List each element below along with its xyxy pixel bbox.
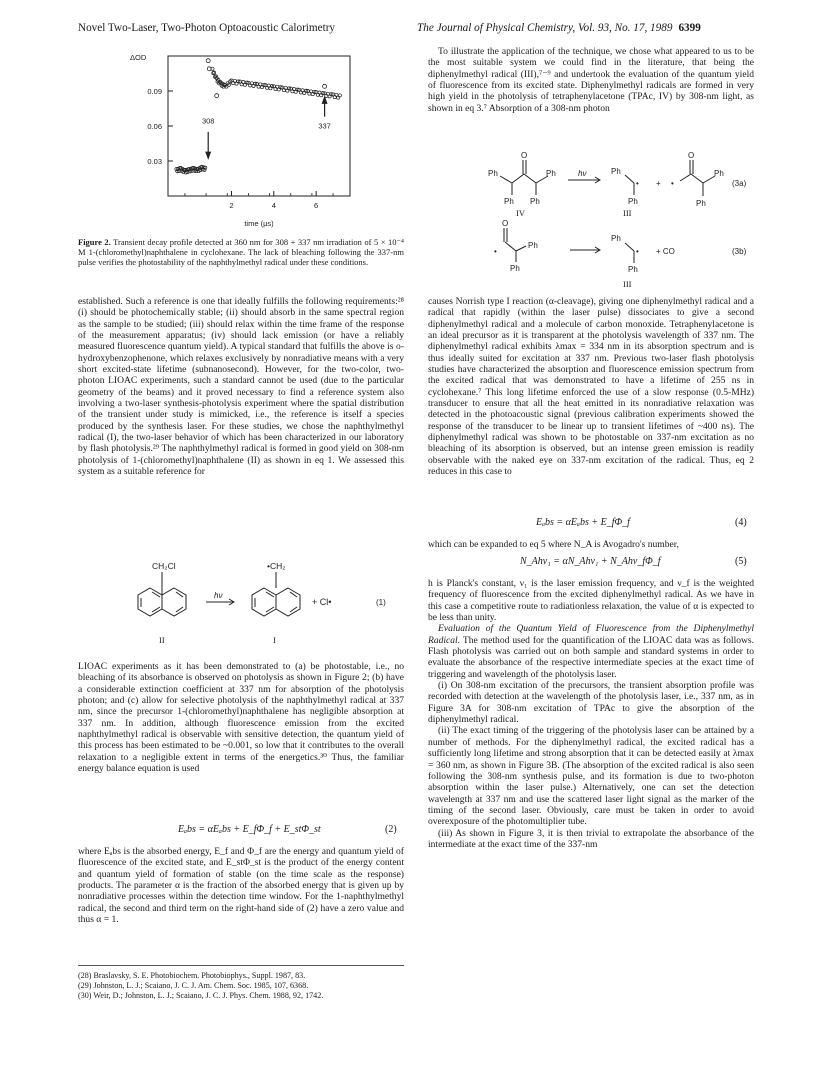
trace-point [325,94,328,97]
equation-1-number: (1) [376,598,386,607]
running-header-journal [417,22,701,34]
equation-2-number: (2) [385,824,397,835]
trace-point [320,94,323,97]
trace-point [291,90,294,93]
oxygen-label-b: O [688,151,695,160]
substituent-ch2-radical: •CH₂ [267,561,286,571]
scatter-point [323,84,327,88]
radical-dot: • [494,247,497,256]
plus-sign: + [656,179,661,188]
section-text: The method used for the quantification of the LIOAC data was as follows. Flash photolysis was carried out on both sample and standard systems in order to evaluate the absorbance of the respective intermediate species at the exact time of triggering and wavelength of the photolysis laser. [428,634,754,680]
trace-point [235,82,238,85]
equation-5: N_Ahν₁ = αN_Ahν₁ + N_Ahν_fΦ_f [520,556,661,567]
right-column-block-3 [428,539,754,550]
equation-4: Eₐbs = αEₐbs + E_fΦ_f [536,517,630,528]
left-paragraph-3: where Eₐbs is the absorbed energy, E_f and Φ_f are the energy and quantum yield of fluorescence of the excited state, and E_stΦ_st is the product of the energy content and quantum yield of formation of stable (on the time scale as the response) products. The parameter α is the fraction of the absorbed energy that is given up by nonradiative processes within the detection time window. For the 1-naphthylmethyl radical, the second and third term on the right-hand side of (2) have a zero value and thus α = 1. [78,846,404,926]
chart-axes [130,53,350,228]
naphthalene-ring-c [252,588,276,616]
phenyl-label: Ph [488,169,498,178]
trace-point [274,87,277,90]
naphthalene-ring-d [276,588,300,616]
naphthalene-ring-a [138,588,162,616]
chlorine-radical: + Cl• [312,597,332,607]
reference-29: (29) Johnston, L. J.; Scaiano, J. C. J. Am. Chem. Soc. 1985, 107, 6368. [78,981,309,990]
y-axis-label: ΔOD [130,53,147,62]
trace-point [294,90,297,93]
y-tick-label: 0.06 [147,122,162,131]
naphthalene-ring-b [162,588,186,616]
trace-point [308,92,311,95]
section-title: Evaluation of the Quantum Yield of Fluorescence from the Diphenylmethyl Radical. [428,623,754,646]
phenyl-label: Ph [611,167,621,176]
right-paragraph-iii: (iii) As shown in Figure 3, it is then trivial to extrapolate the absorbance of the intermediate at the exact time of the 337-nm [428,827,754,850]
oxygen-label-a: O [521,151,528,160]
phenyl-label: Ph [714,169,724,178]
trace-point [269,87,272,90]
carbon-monoxide: + CO [656,247,675,256]
left-column-block-1 [78,296,404,478]
left-column-block-3 [78,846,404,925]
trace-point [260,85,263,88]
right-paragraph-1: causes Norrish type I reaction (α-cleavage), giving one diphenylmethyl radical and a radical that rapidly (within the laser pulse) dissociates to give a second diphenylmethyl radical and a molecule of carbon monoxide. Tetraphenylacetone is an ideal precursor as it is transparent at the photolysis wavelength of 337 nm. The diphenylmethyl radical exhibits λmax = 334 nm in its absorption spectrum and is thus ideally suited for excitation at 337 nm. Previous two-laser flash photolysis studies have characterized the absorption and fluorescence emission spectrum from the excited radical that was demonstrated to have a lifetime of 255 ns in cyclohexane.⁷ This long lifetime enforced the use of a slow response (0.5-MHz) transducer to ensure that all the heat emitted in its nonradiative relaxation was detected in the photoacoustic signal (previous calibration experiments showed the response of the transducer to be linear up to transient lifetimes of ~400 ns). The diphenylmethyl radical was shown to be photostable on 337-nm excitation as no bleaching of its absorption is observed, but an intense green emission is readily observable with the naked eye on 337-nm excitation of the radical. Thus, eq 2 reduces in this case to [428,296,754,478]
trace-point [249,84,252,87]
left-column-block-2 [78,661,404,774]
oxygen-label-c: O [502,219,509,228]
figure-caption-label: Figure 2. [78,237,111,247]
compound-label-iii: III [623,208,632,218]
phenyl-label: Ph [504,197,514,206]
right-paragraph-2: h is Planck's constant, ν₁ is the laser emission frequency, and ν_f is the weighted frequency of fluorescence from the excited diphenylmethyl radical. As we have in this case a competitive route to radiationless relaxation, the value of α is expected to be less than unity. [428,578,754,624]
right-paragraph-intro: To illustrate the application of the technique, we chose what appeared to us to be the most suitable system we could find in the literature, that being the diphenylmethyl radical (III),⁷⁻⁹ and undertook the evaluation of the quantum yield of fluorescence from its excited state. Diphenylmethyl radicals are formed in very high yield in the photolysis of tetraphenylacetone (TPAc, IV) by 308-nm light, as shown in eq 3.⁷ Absorption of a 308-nm photon [428,46,754,114]
equation-2: Eₐbs = αEₐbs + E_fΦ_f + E_stΦ_st [178,824,321,835]
eq5-intro: which can be expanded to eq 5 where N_A is Avogadro's number, [428,539,679,550]
left-paragraph-1: established. Such a reference is one that ideally fulfills the following requirements:²⁸ (i) should be photochemically stable; (ii) should absorb in the same spectral region as the sample to be studied; (iii) should relax within the time frame of the response of the measurement apparatus; (iv) should lack emission (or have a reliably measured fluorescence quantum yield). A typical standard that fulfills the above is o-hydroxybenzophenone, which relaxes exclusively by nonradiative means with a very short excited-state lifetime (subnanosecond). However, for the two-color, two-photon LIOAC experiments, such a standard cannot be used (due to the particular geometry of the beams) and it proved necessary to find a reference system also involving a two-laser synthesis-photolysis experiment where the spatial distribution of the transient under study is mimicked, i.e., the reference is itself a species produced by the synthesis laser. For these studies, we chose the naphthylmethyl radical (I), the two-laser behavior of which has been characterized in our laboratory by flash photolysis.²⁹ The naphthylmethyl radical is formed in good yield on 308-nm photolysis of 1-(chloromethyl)naphthalene (II) as shown in eq 1. We assessed this system as a suitable reference for [78,296,404,478]
compound-label-iii-b: III [623,279,632,289]
phenyl-label: Ph [546,169,556,178]
phenyl-label: Ph [628,265,638,274]
equation-3b-number: (3b) [732,247,747,256]
scatter-point [215,94,219,98]
phenyl-label: Ph [628,197,638,206]
substituent-ch2cl: CH₂Cl [152,561,176,571]
reference-28: (28) Braslavsky, S. E. Photobiochem. Photobiophys., Suppl. 1987, 83. [78,971,306,980]
running-header-title: Novel Two-Laser, Two-Photon Optoacoustic Calorimetry [78,22,336,34]
arrow-label-hv: hν [578,169,587,178]
scatter-point [206,59,210,63]
equation-5-number: (5) [735,556,747,567]
trace-point [333,96,336,99]
trace-point [328,95,331,98]
x-axis-label: time (μs) [244,219,274,228]
trace-point [243,83,246,86]
trace-point [265,86,268,89]
phenyl-label: Ph [530,197,540,206]
section-paragraph [428,623,754,680]
trace-point [299,91,302,94]
phenyl-label: Ph [510,264,520,273]
compound-label-iv: IV [516,208,525,218]
journal-citation: The Journal of Physical Chemistry, Vol. 93, No. 17, 1989 [417,22,673,34]
y-tick-label: 0.09 [147,87,162,96]
trace-point [311,92,314,95]
trace-point [282,89,285,92]
equation-3a-number: (3a) [732,179,747,188]
laser-337-arrowhead [322,96,328,104]
scheme-1-equation [78,558,404,653]
right-column-block-2 [428,296,754,478]
figure-caption-text: Transient decay profile detected at 360 nm for 308 + 337 nm irradiation of 5 × 10⁻⁴ M 1-(chloromethyl)naphthalene in cyclohexane. The lack of bleaching following the 337-nm pulse verifies the photostability of the naphthylmethyl radical under these conditions. [78,237,404,268]
laser-308-label: 308 [201,116,215,126]
trace-point [303,91,306,94]
right-paragraph-ii: (ii) The exact timing of the triggering of the photolysis laser can be attained by a number of methods. For the diphenylmethyl radical, the excited radical has a sufficiently long lifetime and strong absorption that it can be detected easily at λmax = 360 nm, as shown in Figure 3B. (The absorption of the excited radical is also seen following the 308-nm synthesis pulse, and its formation is due to two-photon absorption within the laser pulse.) Alternatively, one can set the detection wavelength at 337 nm and use the scattered laser light signal as the marker of the timing of the second laser. Obviously, care must be taken in order to avoid overexposure of the photomultiplier tube. [428,725,754,828]
reference-30: (30) Weir, D.; Johnston, L. J.; Scaiano, J. C. J. Phys. Chem. 1988, 92, 1742. [78,991,324,1000]
trace-point [316,93,319,96]
chart-points [175,59,342,174]
compound-label-i: I [273,635,276,645]
phenyl-label: Ph [611,234,621,243]
x-tick-label: 4 [271,201,276,210]
right-paragraph-i: (i) On 308-nm excitation of the precursors, the transient absorption profile was recorded with detection at the wavelength of the photolysis laser, i.e., 337 nm, as in Figure 3A for 308-nm excitation of TPAc to give the absorption of the diphenylmethyl radical. [428,680,754,726]
trace-point [232,82,235,85]
trace-point [286,89,289,92]
compound-label-ii: II [159,635,165,645]
page-number: 6399 [678,22,701,34]
x-tick-label: 6 [314,201,319,210]
trace-point [252,84,255,87]
footnote-references [78,965,404,1001]
figure-2-caption [78,237,404,267]
trace-point [337,96,340,99]
y-tick-label: 0.03 [147,157,162,166]
radical-dot: • [636,247,639,256]
chart-annotations [202,96,331,160]
right-column-block-4 [428,578,754,850]
radical-dot: • [636,179,639,188]
laser-337-label: 337 [318,121,331,131]
phenyl-label: Ph [696,199,706,208]
trace-point [338,94,341,97]
scheme-3-equations [428,150,768,295]
phenyl-label: Ph [528,241,538,250]
left-paragraph-2: LIOAC experiments as it has been demonstrated to (a) be photostable, i.e., no bleaching of its absorbance is observed on photolysis as shown in Figure 2; (b) have a considerable extinction coefficient at 337 nm for absorption of the photolysis photon; and (c) allow for selective photolysis of the naphthylmethyl radical at 337 nm, since the precursor 1-(chloromethyl)naphthalene has negligible absorption at 337 nm. In addition, although fluorescence emission from the excited naphthylmethyl radical is observable with sensitive detection, the quantum yield of this process has been estimated to be ~0.001, so low that it contributes to the overall relaxation to a negligible extent in terms of the energetics.³⁰ Thus, the familiar energy balance equation is used [78,661,404,775]
trace-point [257,85,260,88]
radical-dot: • [671,179,674,188]
trace-point [240,83,243,86]
equation-4-number: (4) [735,517,747,528]
x-tick-label: 2 [229,201,234,210]
right-column-block-1 [428,46,754,114]
laser-308-arrowhead [205,152,211,160]
figure-2-chart [78,50,418,245]
trace-point [277,88,280,91]
arrow-label-hv: hν [214,591,223,600]
